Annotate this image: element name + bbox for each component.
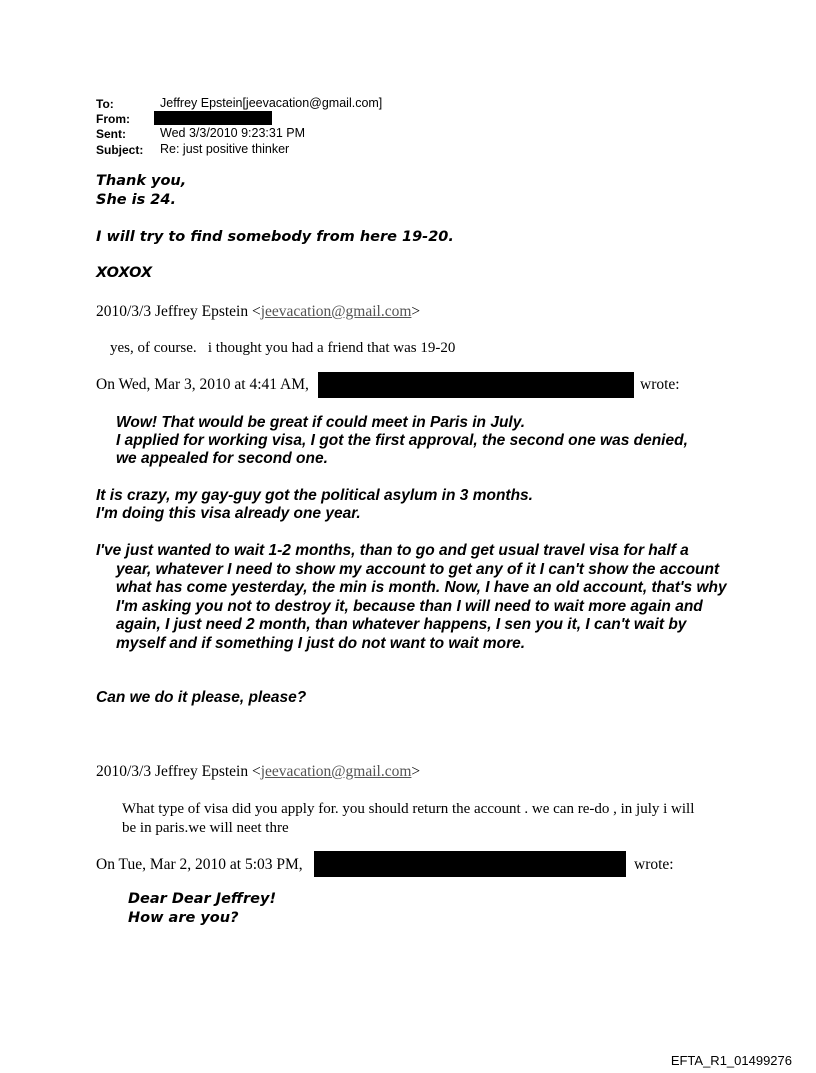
- quote-header: [96, 763, 420, 781]
- quote-line: It is crazy, my gay-guy got the political asylum in 3 months.: [96, 487, 533, 504]
- quote-line: I applied for working visa, I got the first approval, the second one was denied,: [116, 432, 688, 449]
- quote-line: How are you?: [128, 910, 239, 926]
- quote-on-text: On Tue, Mar 2, 2010 at 5:03 PM,: [96, 856, 303, 873]
- email-link[interactable]: jeevacation@gmail.com: [260, 303, 412, 320]
- sent-value: Wed 3/3/2010 9:23:31 PM: [160, 126, 306, 140]
- message-line: She is 24.: [96, 192, 176, 208]
- quote-date-author: 2010/3/3 Jeffrey Epstein <: [96, 763, 261, 780]
- redaction-sender: [318, 372, 634, 398]
- message-line: Thank you,: [96, 173, 187, 189]
- quote-wrote: wrote:: [640, 376, 680, 393]
- quote-line: I'm doing this visa already one year.: [96, 505, 361, 522]
- from-label: From:: [96, 112, 130, 126]
- email-link[interactable]: jeevacation@gmail.com: [260, 763, 412, 780]
- subject-label: Subject:: [96, 143, 144, 157]
- quote-body: What type of visa did you apply for. you should return the account . we can re-do , in july i will be in paris.we will neet thre: [122, 801, 695, 836]
- quote-paragraph: I've just wanted to wait 1-2 months, than to go and get usual travel visa for half a year, whatever I need to show my account to get any of it I can't show the account what has come yesterday, the min is month. Now, I have an old account, that's why I'm asking you not to destroy it, because than I will need to wait more again and again, I just need 2 month, than whatever happens, I sen you it, I can't wait by myself and if something I just do not want to wait more.: [96, 542, 727, 652]
- quote-line: we appealed for second one.: [116, 450, 328, 467]
- to-value: Jeffrey Epstein[jeevacation@gmail.com]: [160, 96, 383, 110]
- quote-line: Can we do it please, please?: [96, 689, 307, 706]
- quote-wrote: wrote:: [634, 856, 674, 873]
- to-label: To:: [96, 97, 114, 111]
- quote-body: yes, of course. i thought you had a friend that was 19-20: [110, 340, 456, 356]
- quote-line: Wow! That would be great if could meet in Paris in July.: [116, 414, 526, 431]
- quote-date-author: 2010/3/3 Jeffrey Epstein <: [96, 303, 261, 320]
- quote-header: [96, 303, 420, 321]
- redaction-from: [154, 111, 272, 125]
- subject-value: Re: just positive thinker: [160, 142, 290, 156]
- quote-on-text: On Wed, Mar 3, 2010 at 4:41 AM,: [96, 376, 309, 393]
- sent-label: Sent:: [96, 127, 126, 141]
- message-signoff: XOXOX: [96, 265, 153, 281]
- quote-bracket: >: [411, 303, 421, 320]
- redaction-sender: [314, 851, 626, 877]
- quote-bracket: >: [411, 763, 421, 780]
- quote-line: Dear Dear Jeffrey!: [128, 891, 277, 907]
- document-id: EFTA_R1_01499276: [670, 1053, 792, 1068]
- message-line: I will try to find somebody from here 19-20.: [96, 229, 454, 245]
